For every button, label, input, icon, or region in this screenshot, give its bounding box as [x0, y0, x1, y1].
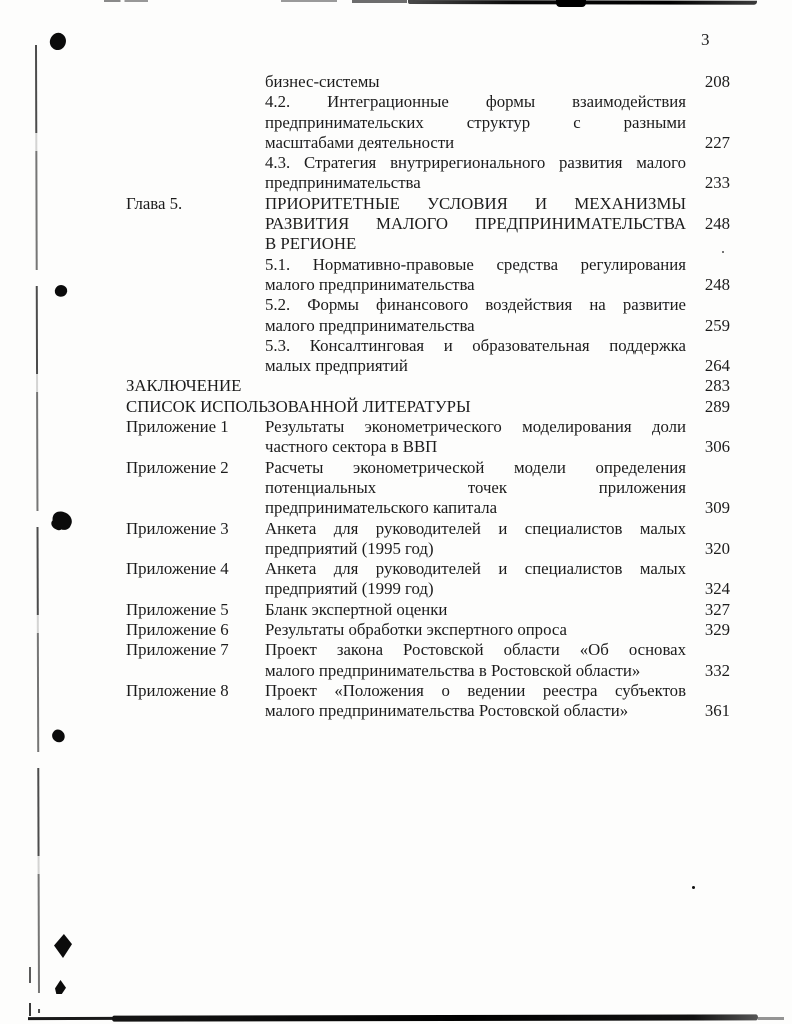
toc-page-number: 332	[704, 660, 730, 680]
toc-page-number: 327	[704, 599, 730, 619]
toc-entry	[126, 600, 730, 620]
toc-entry-label: Приложение 8	[126, 680, 229, 700]
toc-line: малого предпринимательства	[265, 274, 475, 294]
toc-entry	[126, 681, 730, 722]
toc-page-number: 361	[704, 701, 730, 721]
toc-line: потенциальных точек приложения	[265, 477, 686, 497]
toc-line: предпринимательских структур с разными	[265, 112, 686, 132]
toc-line: 5.2. Формы финансового воздействия на развитие	[265, 295, 686, 315]
toc-page-number: 248	[704, 274, 730, 294]
toc-entry-text	[265, 681, 686, 722]
toc-page-number: 283	[704, 376, 730, 396]
toc-entry-label: Приложение 4	[126, 559, 229, 579]
toc-line: В РЕГИОНЕ	[265, 234, 357, 254]
bottom-edge-line	[112, 1014, 758, 1021]
toc-page-number: 306	[704, 437, 730, 457]
toc-line: масштабами деятельности	[265, 132, 455, 152]
toc-entry-text	[265, 559, 686, 600]
toc-line: Анкета для руководителей и специалистов малых	[265, 518, 686, 538]
toc-entry	[126, 376, 730, 396]
toc-line: 5.3. Консалтинговая и образовательная поддержка	[265, 335, 686, 355]
toc-line: Проект закона Ростовской области «Об основах	[265, 640, 686, 660]
toc-entry-text	[265, 194, 686, 235]
toc-entry	[126, 72, 730, 92]
toc-entry-text	[265, 295, 686, 336]
toc-page-number: 227	[704, 132, 730, 152]
toc-line: Бланк экспертной оценки	[265, 599, 448, 619]
toc-entry-label: Приложение 5	[126, 599, 229, 619]
toc-line: малых предприятий	[265, 356, 408, 376]
toc-page-number: 248	[704, 214, 730, 234]
toc-page-number: 259	[704, 315, 730, 335]
toc-line: Проект «Положения о ведении реестра субъектов	[265, 680, 686, 700]
toc-entry-label: Приложение 7	[126, 640, 229, 660]
toc-entry-label: СПИСОК ИСПОЛЬЗОВАННОЙ ЛИТЕРАТУРЫ	[126, 396, 471, 416]
table-of-contents	[126, 72, 730, 722]
top-edge-line	[556, 0, 586, 7]
page-number: 3	[701, 30, 710, 49]
ink-blob	[55, 980, 66, 994]
toc-entry	[126, 153, 730, 194]
ink-speck	[692, 886, 695, 889]
toc-page-number: 264	[704, 356, 730, 376]
toc-line: предпринимательства	[265, 173, 421, 193]
ink-blob	[50, 727, 68, 745]
toc-entry	[126, 640, 730, 681]
toc-line: малого предпринимательства	[265, 315, 475, 335]
toc-line: малого предпринимательства Ростовской области»	[265, 701, 629, 721]
toc-line: малого предпринимательства в Ростовской области»	[265, 660, 641, 680]
toc-line: ПРИОРИТЕТНЫЕ УСЛОВИЯ И МЕХАНИЗМЫ	[265, 193, 686, 213]
toc-entry-text	[265, 336, 686, 377]
toc-line: частного сектора в ВВП	[265, 437, 438, 457]
ink-blob	[53, 283, 69, 299]
toc-line: бизнес-системы	[265, 72, 380, 91]
toc-page-number: 289	[704, 396, 730, 416]
toc-page-number: 233	[704, 173, 730, 193]
toc-entry-text	[265, 458, 686, 519]
toc-entry-text	[265, 600, 686, 620]
toc-entry-text	[265, 255, 686, 296]
toc-page-number: 329	[704, 620, 730, 640]
toc-line: Результаты эконометрического моделирования доли	[265, 417, 686, 437]
toc-entry-label: Приложение 3	[126, 518, 229, 538]
toc-line: предпринимательского капитала	[265, 498, 498, 518]
toc-entry-text	[265, 620, 686, 640]
toc-entry-label: Приложение 1	[126, 417, 229, 437]
toc-entry-label: Приложение 2	[126, 457, 229, 477]
toc-page-number: 208	[704, 72, 730, 91]
top-edge-mark	[281, 0, 337, 2]
toc-line: Результаты обработки экспертного опроса	[265, 620, 567, 640]
ink-blob	[46, 30, 69, 53]
toc-entry	[126, 458, 730, 519]
toc-entry	[126, 559, 730, 600]
toc-entry-text	[265, 519, 686, 560]
toc-entry	[126, 194, 730, 235]
toc-entry	[126, 234, 730, 254]
toc-line: Анкета для руководителей и специалистов малых	[265, 559, 686, 579]
ink-blob	[49, 509, 74, 533]
toc-entry	[126, 417, 730, 458]
top-edge-mark	[104, 0, 148, 2]
toc-entry	[126, 295, 730, 336]
binding-line	[35, 45, 40, 1013]
top-edge-mark	[352, 0, 407, 3]
toc-line: 4.2. Интеграционные формы взаимодействия	[265, 92, 686, 112]
toc-entry-label: Глава 5.	[126, 193, 183, 213]
corner-dash	[29, 1003, 31, 1016]
toc-line: 4.3. Стратегия внутрирегионального развития малого	[265, 153, 686, 173]
bottom-edge-line	[28, 1017, 114, 1020]
toc-entry-text	[265, 92, 686, 153]
toc-line: РАЗВИТИЯ МАЛОГО ПРЕДПРИНИМАТЕЛЬСТВА	[265, 214, 686, 234]
toc-entry-label: Приложение 6	[126, 620, 229, 640]
toc-entry-text	[265, 417, 686, 458]
toc-page-number: 309	[704, 498, 730, 518]
toc-entry	[126, 255, 730, 296]
toc-entry-label: ЗАКЛЮЧЕНИЕ	[126, 376, 242, 396]
toc-entry	[126, 620, 730, 640]
toc-entry	[126, 397, 730, 417]
toc-line: 5.1. Нормативно-правовые средства регулирования	[265, 254, 686, 274]
toc-page-number: 324	[704, 579, 730, 599]
bottom-edge-line	[758, 1017, 784, 1020]
toc-line: Расчеты эконометрической модели определения	[265, 457, 686, 477]
toc-line: предприятий (1999 год)	[265, 579, 434, 599]
toc-entry-text	[265, 153, 686, 194]
toc-entry	[126, 519, 730, 560]
toc-entry-text	[265, 72, 686, 92]
toc-entry-text	[265, 234, 686, 254]
toc-entry	[126, 336, 730, 377]
toc-line: предприятий (1995 год)	[265, 538, 434, 558]
toc-entry-text	[265, 640, 686, 681]
ink-blob	[54, 934, 72, 958]
toc-entry	[126, 92, 730, 153]
toc-page-number: 320	[704, 538, 730, 558]
corner-dash	[29, 967, 31, 983]
